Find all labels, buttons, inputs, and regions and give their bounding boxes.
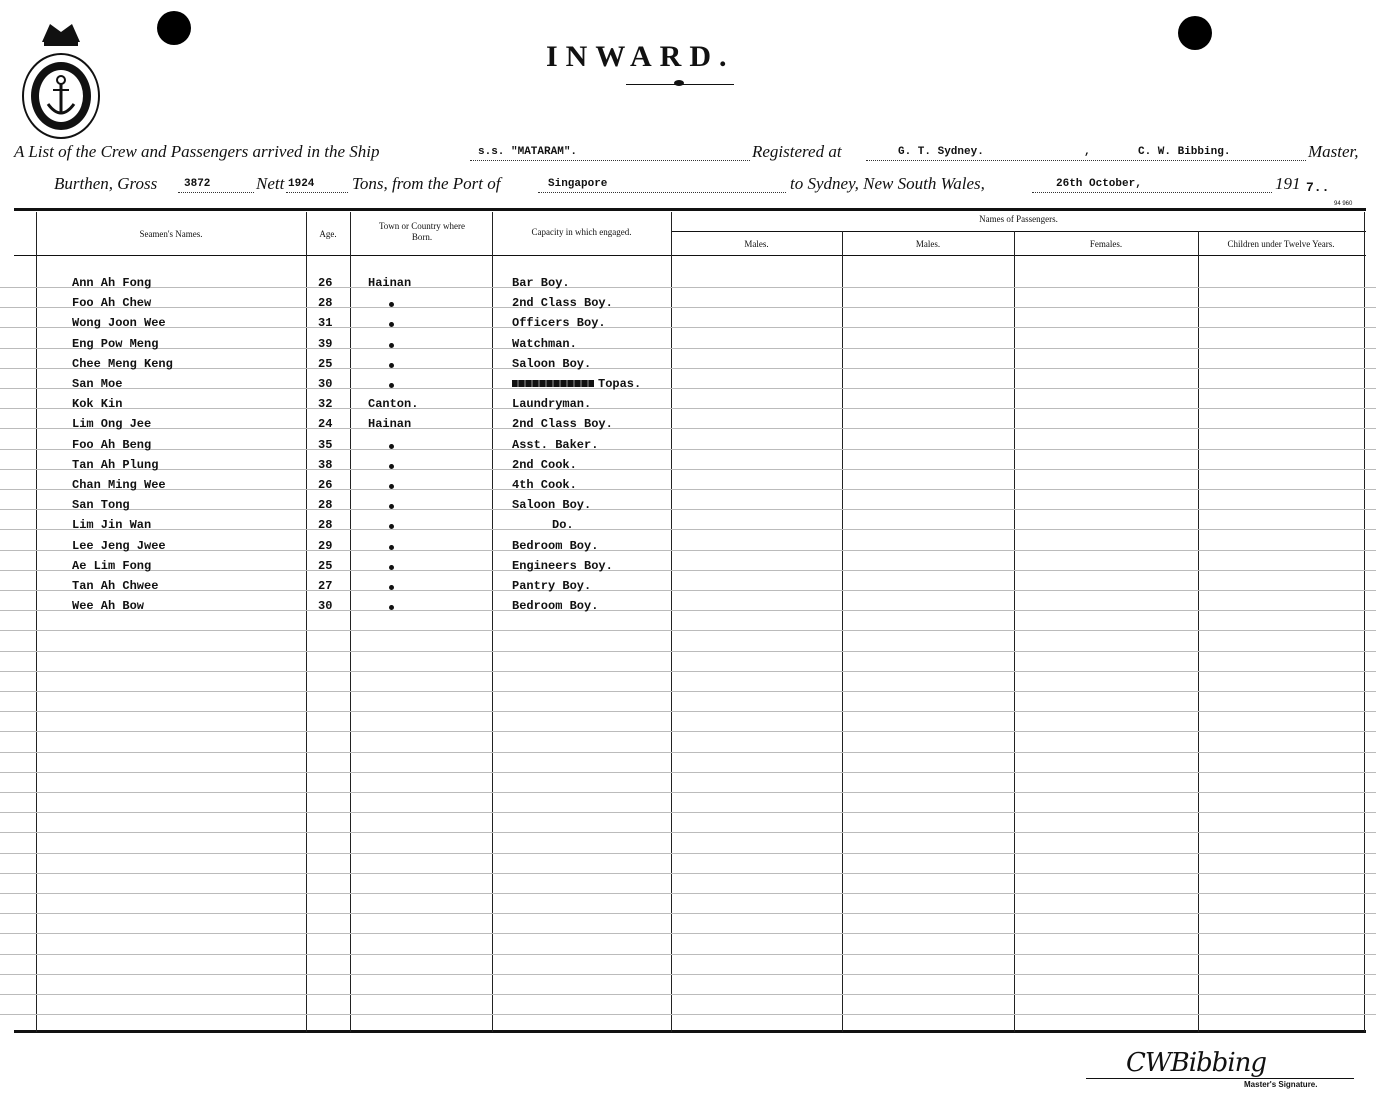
crew-name: San Moe bbox=[72, 377, 123, 391]
ruled-line bbox=[0, 832, 1376, 833]
col-head-children: Children under Twelve Years. bbox=[1227, 239, 1335, 249]
ditto-mark bbox=[389, 302, 394, 307]
col-head-town: Town or Country where Born. bbox=[378, 221, 466, 242]
crew-name: Tan Ah Plung bbox=[72, 458, 159, 472]
crew-capacity: Do. bbox=[552, 518, 574, 532]
gross-tonnage: 3872 bbox=[184, 178, 211, 190]
burthen-label: Burthen, Gross bbox=[54, 174, 158, 193]
ruled-line bbox=[0, 731, 1376, 732]
master-label: Master, bbox=[1308, 142, 1359, 161]
ditto-mark bbox=[389, 363, 394, 368]
ruled-line bbox=[0, 651, 1376, 652]
table-bottom-rule bbox=[14, 1030, 1366, 1033]
crew-name: Ann Ah Fong bbox=[72, 276, 152, 290]
crew-age: 28 bbox=[318, 498, 333, 512]
ruled-line bbox=[0, 590, 1376, 591]
crew-capacity: 2nd Class Boy. bbox=[512, 417, 613, 431]
crew-age: 38 bbox=[318, 458, 333, 472]
crew-age: 28 bbox=[318, 296, 333, 310]
crew-capacity: 2nd Cook. bbox=[512, 458, 577, 472]
col-divider-town bbox=[350, 212, 351, 1032]
crew-capacity: Watchman. bbox=[512, 337, 577, 351]
ruled-line bbox=[0, 509, 1376, 510]
col-head-names: Seamen's Names. bbox=[139, 229, 203, 239]
struck-out-text bbox=[512, 380, 594, 387]
ruled-line bbox=[0, 489, 1376, 490]
ditto-mark bbox=[389, 383, 394, 388]
ruled-line bbox=[0, 853, 1376, 854]
ruled-line bbox=[0, 570, 1376, 571]
signature-rule bbox=[1086, 1078, 1354, 1079]
crew-age: 25 bbox=[318, 559, 333, 573]
registered-dotted-line bbox=[866, 160, 1306, 161]
ruled-line bbox=[0, 610, 1376, 611]
col-divider-capacity bbox=[492, 212, 493, 1032]
ruled-line bbox=[0, 1014, 1376, 1015]
master-name: C. W. Bibbing. bbox=[1138, 146, 1231, 158]
passenger-subheader-rule bbox=[671, 231, 1366, 232]
crew-capacity: Laundryman. bbox=[512, 397, 592, 411]
crew-capacity: 4th Cook. bbox=[512, 478, 577, 492]
ruled-line bbox=[0, 327, 1376, 328]
ruled-line bbox=[0, 449, 1376, 450]
ruled-line bbox=[0, 428, 1376, 429]
crew-age: 39 bbox=[318, 337, 333, 351]
ruled-line bbox=[0, 752, 1376, 753]
ruled-line bbox=[0, 873, 1376, 874]
crew-capacity: Officers Boy. bbox=[512, 316, 606, 330]
ruled-line bbox=[0, 812, 1376, 813]
ditto-mark bbox=[389, 464, 394, 469]
ditto-mark bbox=[389, 484, 394, 489]
crew-capacity: Topas. bbox=[598, 377, 642, 391]
ruled-line bbox=[0, 913, 1376, 914]
crew-capacity: Bedroom Boy. bbox=[512, 539, 599, 553]
crew-age: 26 bbox=[318, 478, 333, 492]
crew-name: Foo Ah Chew bbox=[72, 296, 152, 310]
nett-tonnage: 1924 bbox=[288, 178, 315, 190]
ruled-line bbox=[0, 711, 1376, 712]
ruled-line bbox=[0, 893, 1376, 894]
crew-name: Kok Kin bbox=[72, 397, 123, 411]
port-of-departure: Singapore bbox=[548, 178, 608, 190]
crew-name: Tan Ah Chwee bbox=[72, 579, 159, 593]
ditto-mark bbox=[389, 585, 394, 590]
ditto-mark bbox=[389, 504, 394, 509]
ditto-mark bbox=[389, 343, 394, 348]
crew-age: 29 bbox=[318, 539, 333, 553]
ruled-line bbox=[0, 691, 1376, 692]
col-head-males-2: Males. bbox=[915, 239, 941, 249]
table-top-rule bbox=[14, 208, 1366, 211]
list-heading: A List of the Crew and Passengers arrived in the Ship bbox=[14, 142, 380, 161]
registered-label: Registered at bbox=[752, 142, 842, 161]
crew-name: Lim Jin Wan bbox=[72, 518, 152, 532]
arrival-date: 26th October, bbox=[1056, 178, 1142, 190]
col-divider-children bbox=[1198, 231, 1199, 1032]
ruled-line bbox=[0, 671, 1376, 672]
crew-name: Lee Jeng Jwee bbox=[72, 539, 166, 553]
crew-name: Wong Joon Wee bbox=[72, 316, 166, 330]
ruled-line bbox=[0, 792, 1376, 793]
ditto-mark bbox=[389, 565, 394, 570]
ditto-mark bbox=[389, 444, 394, 449]
ruled-line bbox=[0, 529, 1376, 530]
crew-birthplace: Hainan bbox=[368, 417, 412, 431]
crew-name: Wee Ah Bow bbox=[72, 599, 145, 613]
crew-age: 30 bbox=[318, 599, 333, 613]
year-prefix: 191 bbox=[1275, 174, 1301, 193]
crew-age: 31 bbox=[318, 316, 333, 330]
crew-capacity: Saloon Boy. bbox=[512, 498, 592, 512]
col-divider-right bbox=[1364, 212, 1365, 1032]
crew-capacity: Pantry Boy. bbox=[512, 579, 592, 593]
col-head-males-1: Males. bbox=[744, 239, 769, 249]
col-divider-left bbox=[36, 212, 37, 1032]
ruled-line bbox=[0, 933, 1376, 934]
ruled-line bbox=[0, 287, 1376, 288]
punch-hole-right bbox=[1178, 16, 1212, 50]
ruled-line bbox=[0, 974, 1376, 975]
ruled-line bbox=[0, 348, 1376, 349]
crew-age: 26 bbox=[318, 276, 333, 290]
col-divider-females bbox=[1014, 231, 1015, 1032]
ditto-mark bbox=[389, 524, 394, 529]
crew-name: Chee Meng Keng bbox=[72, 357, 173, 371]
crew-capacity: Saloon Boy. bbox=[512, 357, 592, 371]
crew-name: Eng Pow Meng bbox=[72, 337, 159, 351]
date-dotted-line bbox=[1032, 192, 1272, 193]
crew-age: 27 bbox=[318, 579, 333, 593]
col-head-females: Females. bbox=[1089, 239, 1123, 249]
col-divider-males2 bbox=[842, 231, 843, 1032]
col-divider-age bbox=[306, 212, 307, 1032]
col-head-passengers: Names of Passengers. bbox=[979, 214, 1058, 224]
ruled-line bbox=[0, 954, 1376, 955]
ruled-line bbox=[0, 307, 1376, 308]
ship-dotted-line bbox=[470, 160, 750, 161]
crew-capacity: 2nd Class Boy. bbox=[512, 296, 613, 310]
crew-name: Lim Ong Jee bbox=[72, 417, 152, 431]
crew-name: Chan Ming Wee bbox=[72, 478, 166, 492]
destination-label: to Sydney, New South Wales, bbox=[790, 174, 985, 193]
crew-birthplace: Hainan bbox=[368, 276, 412, 290]
registered-comma: , bbox=[1084, 146, 1091, 158]
crew-birthplace: Canton. bbox=[368, 397, 419, 411]
signature-label: Master's Signature. bbox=[1244, 1080, 1318, 1089]
crew-age: 25 bbox=[318, 357, 333, 371]
crew-name: Foo Ah Beng bbox=[72, 438, 152, 452]
crew-age: 24 bbox=[318, 417, 333, 431]
ruled-line bbox=[0, 408, 1376, 409]
crew-age: 35 bbox=[318, 438, 333, 452]
gross-dotted-line bbox=[178, 192, 254, 193]
ruled-line bbox=[0, 388, 1376, 389]
form-title: INWARD. bbox=[546, 40, 735, 73]
crew-capacity: Bar Boy. bbox=[512, 276, 570, 290]
crew-age: 32 bbox=[318, 397, 333, 411]
ruled-line bbox=[0, 630, 1376, 631]
punch-hole-left bbox=[157, 11, 191, 45]
ruled-line bbox=[0, 772, 1376, 773]
year-suffix: 7.. bbox=[1306, 180, 1330, 195]
ditto-mark bbox=[389, 322, 394, 327]
crew-capacity: Engineers Boy. bbox=[512, 559, 613, 573]
title-ornament bbox=[626, 84, 734, 89]
crew-capacity: Bedroom Boy. bbox=[512, 599, 599, 613]
ditto-mark bbox=[389, 605, 394, 610]
ship-name: s.s. "MATARAM". bbox=[478, 146, 578, 158]
ruled-line bbox=[0, 469, 1376, 470]
anchor-crest-icon bbox=[20, 14, 102, 140]
ditto-mark bbox=[389, 545, 394, 550]
port-dotted-line bbox=[538, 192, 786, 193]
nett-label: Nett bbox=[256, 174, 285, 193]
crew-age: 28 bbox=[318, 518, 333, 532]
crew-age: 30 bbox=[318, 377, 333, 391]
ruled-line bbox=[0, 550, 1376, 551]
col-head-capacity: Capacity in which engaged. bbox=[531, 227, 632, 237]
table-header-rule bbox=[14, 255, 1366, 256]
crew-capacity: Asst. Baker. bbox=[512, 438, 599, 452]
crew-name: Ae Lim Fong bbox=[72, 559, 152, 573]
registered-port: G. T. Sydney. bbox=[898, 146, 984, 158]
crew-name: San Tong bbox=[72, 498, 130, 512]
form-code: 94 960 bbox=[1334, 201, 1353, 207]
ruled-line bbox=[0, 368, 1376, 369]
ruled-line bbox=[0, 994, 1376, 995]
col-head-age: Age. bbox=[319, 229, 337, 239]
tons-label: Tons, from the Port of bbox=[352, 174, 501, 193]
nett-dotted-line bbox=[286, 192, 348, 193]
master-signature: CWBibbing bbox=[1126, 1048, 1267, 1078]
col-divider-passengers bbox=[671, 212, 672, 1032]
